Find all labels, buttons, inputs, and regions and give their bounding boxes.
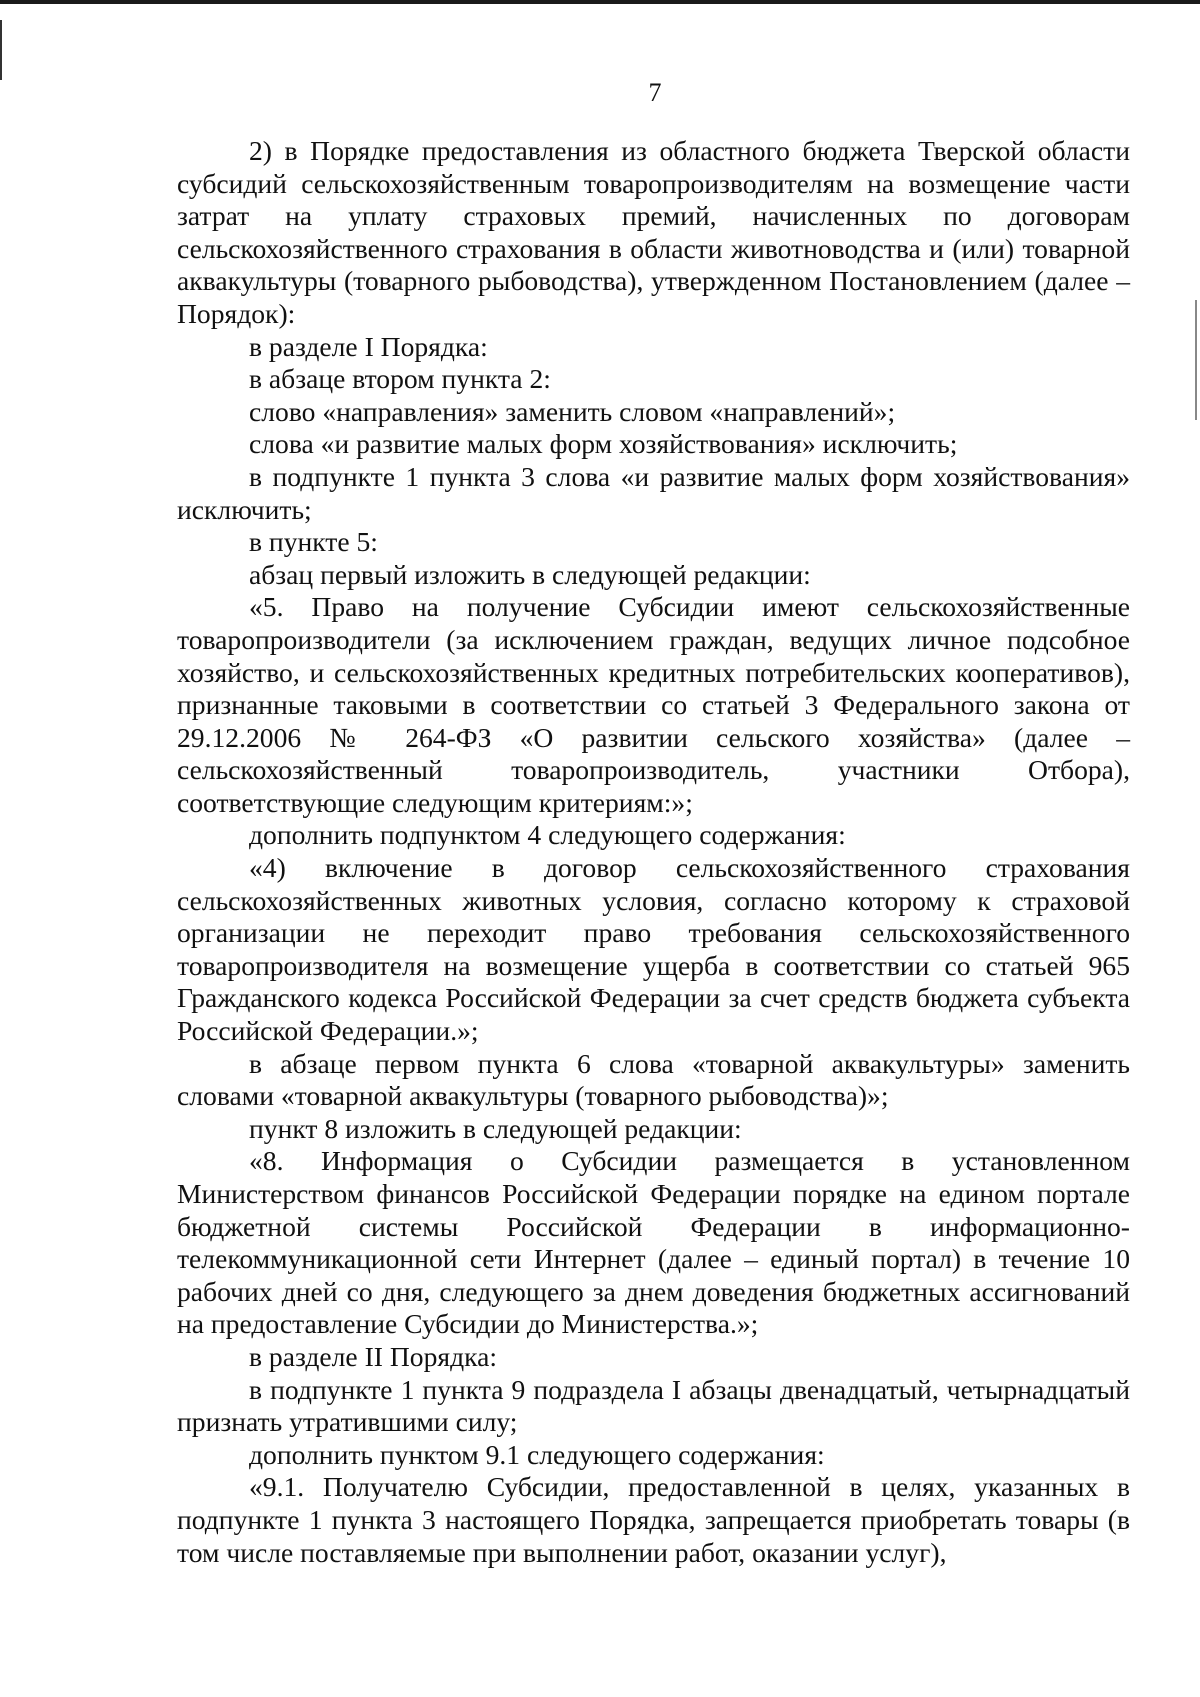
paragraph: в пункте 5: — [249, 526, 378, 558]
scan-top-edge — [0, 0, 1200, 4]
paragraph: в разделе II Порядка: — [249, 1340, 498, 1372]
paragraph: пункт 8 изложить в следующей редакции: — [249, 1112, 742, 1144]
paragraph: «5. Право на получение Субсидии имеют сельскохозяйственные товаропроизводители (за исключением граждан, ведущих личное подсобное хозяйство, и сельскохозяйственных кредитных потребительских кооперативов), признанные таковыми в соответствии со статьей 3 Федерального закона от 29.12.2006 № 264-ФЗ «О развитии сельского хозяйства» (далее – сельскохозяйственный товаропроизводитель, участники Отбора), соответствующие следующим критериям:»; — [177, 591, 1130, 818]
paragraph: в разделе I Порядка: — [249, 330, 488, 362]
paragraph: абзац первый изложить в следующей редакции: — [249, 558, 811, 590]
paragraph: в абзаце втором пункта 2: — [249, 363, 551, 395]
paragraph: в подпункте 1 пункта 9 подраздела I абзацы двенадцатый, четырнадцатый признать утратившими силу; — [177, 1373, 1130, 1438]
scan-edge-mark — [0, 20, 2, 80]
paragraph: «4) включение в договор сельскохозяйственного страхования сельскохозяйственных животных условия, согласно которому к страховой организации не переходит право требования сельскохозяйственного товаропроизводителя на возмещение ущерба в соответствии со статьей 965 Гражданского кодекса Российской Федерации за счет средств бюджета субъекта Российской Федерации.»; — [177, 852, 1130, 1047]
paragraph: в подпункте 1 пункта 3 слова «и развитие малых форм хозяйствования» исключить; — [177, 460, 1130, 525]
paragraph: 2) в Порядке предоставления из областного бюджета Тверской области субсидий сельскохозяйственным товаропроизводителям на возмещение части затрат на уплату страховых премий, начисленных по договорам сельскохозяйственного страхования в области животноводства и (или) товарной аквакультуры (товарного рыбоводства), утвержденном Постановлением (далее – Порядок): — [177, 135, 1130, 329]
paragraph: «8. Информация о Субсидии размещается в установленном Министерством финансов Российской Федерации порядке на едином портале бюджетной системы Российской Федерации в информационно-телекоммуникационной сети Интернет (далее – единый портал) в течение 10 рабочих дней со дня, следующего за днем доведения бюджетных ассигнований на предоставление Субсидии до Министерства.»; — [177, 1145, 1130, 1340]
paragraph: дополнить пунктом 9.1 следующего содержания: — [249, 1438, 825, 1470]
paragraph: слово «направления» заменить словом «направлений»; — [249, 395, 896, 427]
paragraph: «9.1. Получателю Субсидии, предоставленной в целях, указанных в подпункте 1 пункта 3 настоящего Порядка, запрещается приобретать товары (в том числе поставляемые при выполнении работ, оказании услуг), — [177, 1471, 1130, 1568]
paragraph: в абзаце первом пункта 6 слова «товарной аквакультуры» заменить словами «товарной аквакультуры (товарного рыбоводства)»; — [177, 1047, 1130, 1112]
scan-edge-mark — [1195, 300, 1197, 420]
document-body — [177, 135, 1130, 1569]
paragraph: дополнить подпунктом 4 следующего содержания: — [249, 819, 846, 851]
paragraph: слова «и развитие малых форм хозяйствования» исключить; — [249, 428, 958, 460]
page-number: 7 — [648, 78, 662, 107]
